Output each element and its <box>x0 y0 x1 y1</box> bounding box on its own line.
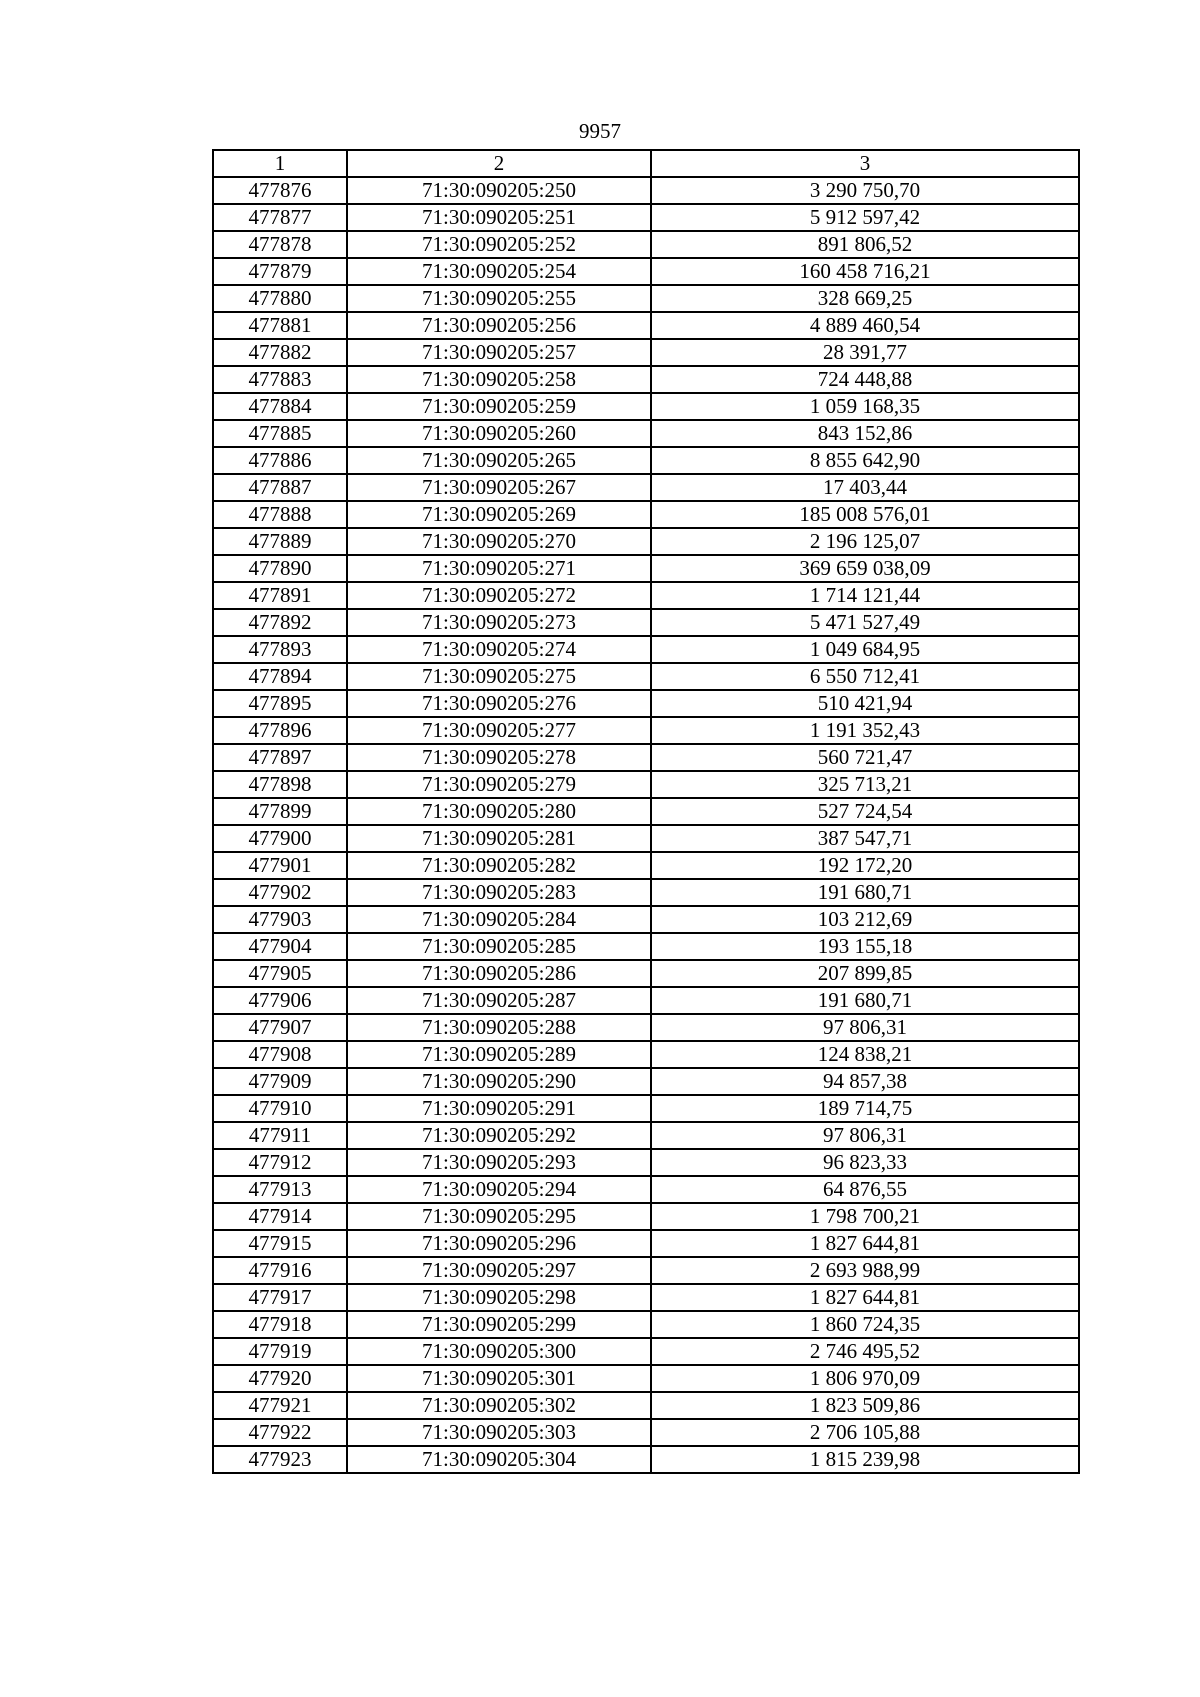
table-row <box>213 1446 1079 1473</box>
value-cell: 192 172,20 <box>651 852 1079 879</box>
value-cell: 328 669,25 <box>651 285 1079 312</box>
value-cell: 325 713,21 <box>651 771 1079 798</box>
record-number-cell: 477920 <box>213 1365 347 1392</box>
value-cell: 2 706 105,88 <box>651 1419 1079 1446</box>
record-number-cell: 477904 <box>213 933 347 960</box>
cadastral-number-cell: 71:30:090205:301 <box>347 1365 651 1392</box>
record-number-cell: 477903 <box>213 906 347 933</box>
value-cell: 1 191 352,43 <box>651 717 1079 744</box>
column-header-1: 1 <box>213 150 347 177</box>
cadastral-number-cell: 71:30:090205:304 <box>347 1446 651 1473</box>
header-row <box>213 150 1079 177</box>
cadastral-number-cell: 71:30:090205:287 <box>347 987 651 1014</box>
value-cell: 387 547,71 <box>651 825 1079 852</box>
cadastral-number-cell: 71:30:090205:255 <box>347 285 651 312</box>
table-row <box>213 447 1079 474</box>
value-cell: 193 155,18 <box>651 933 1079 960</box>
table-row <box>213 1014 1079 1041</box>
record-number-cell: 477910 <box>213 1095 347 1122</box>
value-cell: 1 806 970,09 <box>651 1365 1079 1392</box>
cadastral-number-cell: 71:30:090205:289 <box>347 1041 651 1068</box>
value-cell: 97 806,31 <box>651 1014 1079 1041</box>
cadastral-number-cell: 71:30:090205:280 <box>347 798 651 825</box>
record-number-cell: 477901 <box>213 852 347 879</box>
table-row <box>213 690 1079 717</box>
table-row <box>213 1149 1079 1176</box>
table-row <box>213 663 1079 690</box>
table-row <box>213 339 1079 366</box>
table-row <box>213 1311 1079 1338</box>
table-row <box>213 717 1079 744</box>
record-number-cell: 477887 <box>213 474 347 501</box>
value-cell: 1 049 684,95 <box>651 636 1079 663</box>
table-row <box>213 1068 1079 1095</box>
value-cell: 1 059 168,35 <box>651 393 1079 420</box>
table-row <box>213 636 1079 663</box>
value-cell: 64 876,55 <box>651 1176 1079 1203</box>
value-cell: 2 746 495,52 <box>651 1338 1079 1365</box>
cadastral-number-cell: 71:30:090205:302 <box>347 1392 651 1419</box>
cadastral-number-cell: 71:30:090205:276 <box>347 690 651 717</box>
value-cell: 724 448,88 <box>651 366 1079 393</box>
cadastral-number-cell: 71:30:090205:274 <box>347 636 651 663</box>
record-number-cell: 477877 <box>213 204 347 231</box>
record-number-cell: 477886 <box>213 447 347 474</box>
cadastral-number-cell: 71:30:090205:283 <box>347 879 651 906</box>
record-number-cell: 477923 <box>213 1446 347 1473</box>
table-row <box>213 582 1079 609</box>
cadastral-number-cell: 71:30:090205:285 <box>347 933 651 960</box>
table-row <box>213 987 1079 1014</box>
cadastral-number-cell: 71:30:090205:257 <box>347 339 651 366</box>
table-row <box>213 501 1079 528</box>
record-number-cell: 477884 <box>213 393 347 420</box>
record-number-cell: 477902 <box>213 879 347 906</box>
record-number-cell: 477881 <box>213 312 347 339</box>
cadastral-number-cell: 71:30:090205:290 <box>347 1068 651 1095</box>
table-row <box>213 879 1079 906</box>
table-row <box>213 798 1079 825</box>
value-cell: 560 721,47 <box>651 744 1079 771</box>
table-row <box>213 1284 1079 1311</box>
record-number-cell: 477895 <box>213 690 347 717</box>
cadastral-number-cell: 71:30:090205:297 <box>347 1257 651 1284</box>
table-row <box>213 1365 1079 1392</box>
value-cell: 5 912 597,42 <box>651 204 1079 231</box>
value-cell: 124 838,21 <box>651 1041 1079 1068</box>
record-number-cell: 477882 <box>213 339 347 366</box>
registry-table <box>212 149 1080 1474</box>
cadastral-number-cell: 71:30:090205:258 <box>347 366 651 393</box>
table-row <box>213 393 1079 420</box>
value-cell: 28 391,77 <box>651 339 1079 366</box>
cadastral-number-cell: 71:30:090205:288 <box>347 1014 651 1041</box>
value-cell: 191 680,71 <box>651 987 1079 1014</box>
record-number-cell: 477896 <box>213 717 347 744</box>
table-row <box>213 1338 1079 1365</box>
record-number-cell: 477907 <box>213 1014 347 1041</box>
cadastral-number-cell: 71:30:090205:278 <box>347 744 651 771</box>
table-row <box>213 420 1079 447</box>
cadastral-number-cell: 71:30:090205:300 <box>347 1338 651 1365</box>
table-row <box>213 609 1079 636</box>
value-cell: 2 196 125,07 <box>651 528 1079 555</box>
table-row <box>213 258 1079 285</box>
table-row <box>213 906 1079 933</box>
record-number-cell: 477906 <box>213 987 347 1014</box>
cadastral-number-cell: 71:30:090205:303 <box>347 1419 651 1446</box>
record-number-cell: 477922 <box>213 1419 347 1446</box>
cadastral-number-cell: 71:30:090205:284 <box>347 906 651 933</box>
value-cell: 4 889 460,54 <box>651 312 1079 339</box>
table-row <box>213 771 1079 798</box>
table-row <box>213 825 1079 852</box>
table-row <box>213 474 1079 501</box>
value-cell: 1 827 644,81 <box>651 1284 1079 1311</box>
cadastral-number-cell: 71:30:090205:251 <box>347 204 651 231</box>
record-number-cell: 477890 <box>213 555 347 582</box>
column-header-3: 3 <box>651 150 1079 177</box>
record-number-cell: 477897 <box>213 744 347 771</box>
value-cell: 1 860 724,35 <box>651 1311 1079 1338</box>
record-number-cell: 477892 <box>213 609 347 636</box>
table-row <box>213 177 1079 204</box>
value-cell: 185 008 576,01 <box>651 501 1079 528</box>
cadastral-number-cell: 71:30:090205:292 <box>347 1122 651 1149</box>
cadastral-number-cell: 71:30:090205:294 <box>347 1176 651 1203</box>
cadastral-number-cell: 71:30:090205:265 <box>347 447 651 474</box>
record-number-cell: 477918 <box>213 1311 347 1338</box>
table-row <box>213 555 1079 582</box>
value-cell: 6 550 712,41 <box>651 663 1079 690</box>
cadastral-number-cell: 71:30:090205:277 <box>347 717 651 744</box>
table-row <box>213 366 1079 393</box>
cadastral-number-cell: 71:30:090205:295 <box>347 1203 651 1230</box>
table-row <box>213 1257 1079 1284</box>
cadastral-number-cell: 71:30:090205:281 <box>347 825 651 852</box>
cadastral-number-cell: 71:30:090205:296 <box>347 1230 651 1257</box>
value-cell: 369 659 038,09 <box>651 555 1079 582</box>
record-number-cell: 477915 <box>213 1230 347 1257</box>
value-cell: 891 806,52 <box>651 231 1079 258</box>
cadastral-number-cell: 71:30:090205:293 <box>347 1149 651 1176</box>
table-row <box>213 528 1079 555</box>
record-number-cell: 477914 <box>213 1203 347 1230</box>
value-cell: 97 806,31 <box>651 1122 1079 1149</box>
cadastral-number-cell: 71:30:090205:260 <box>347 420 651 447</box>
record-number-cell: 477891 <box>213 582 347 609</box>
value-cell: 17 403,44 <box>651 474 1079 501</box>
table-row <box>213 231 1079 258</box>
record-number-cell: 477878 <box>213 231 347 258</box>
cadastral-number-cell: 71:30:090205:282 <box>347 852 651 879</box>
record-number-cell: 477888 <box>213 501 347 528</box>
cadastral-number-cell: 71:30:090205:273 <box>347 609 651 636</box>
value-cell: 1 714 121,44 <box>651 582 1079 609</box>
record-number-cell: 477911 <box>213 1122 347 1149</box>
value-cell: 96 823,33 <box>651 1149 1079 1176</box>
cadastral-number-cell: 71:30:090205:250 <box>347 177 651 204</box>
cadastral-number-cell: 71:30:090205:252 <box>347 231 651 258</box>
table-row <box>213 744 1079 771</box>
record-number-cell: 477913 <box>213 1176 347 1203</box>
cadastral-number-cell: 71:30:090205:256 <box>347 312 651 339</box>
value-cell: 1 798 700,21 <box>651 1203 1079 1230</box>
cadastral-number-cell: 71:30:090205:291 <box>347 1095 651 1122</box>
cadastral-number-cell: 71:30:090205:271 <box>347 555 651 582</box>
cadastral-number-cell: 71:30:090205:267 <box>347 474 651 501</box>
value-cell: 160 458 716,21 <box>651 258 1079 285</box>
value-cell: 510 421,94 <box>651 690 1079 717</box>
cadastral-number-cell: 71:30:090205:275 <box>347 663 651 690</box>
value-cell: 191 680,71 <box>651 879 1079 906</box>
record-number-cell: 477921 <box>213 1392 347 1419</box>
table-row <box>213 1419 1079 1446</box>
record-number-cell: 477909 <box>213 1068 347 1095</box>
table-row <box>213 933 1079 960</box>
record-number-cell: 477880 <box>213 285 347 312</box>
record-number-cell: 477917 <box>213 1284 347 1311</box>
table-row <box>213 285 1079 312</box>
value-cell: 3 290 750,70 <box>651 177 1079 204</box>
cadastral-number-cell: 71:30:090205:269 <box>347 501 651 528</box>
record-number-cell: 477894 <box>213 663 347 690</box>
value-cell: 5 471 527,49 <box>651 609 1079 636</box>
table-header <box>213 150 1079 177</box>
record-number-cell: 477883 <box>213 366 347 393</box>
table-row <box>213 1176 1079 1203</box>
value-cell: 94 857,38 <box>651 1068 1079 1095</box>
table-row <box>213 204 1079 231</box>
value-cell: 1 827 644,81 <box>651 1230 1079 1257</box>
value-cell: 1 823 509,86 <box>651 1392 1079 1419</box>
cadastral-number-cell: 71:30:090205:259 <box>347 393 651 420</box>
record-number-cell: 477876 <box>213 177 347 204</box>
cadastral-number-cell: 71:30:090205:279 <box>347 771 651 798</box>
record-number-cell: 477900 <box>213 825 347 852</box>
record-number-cell: 477898 <box>213 771 347 798</box>
value-cell: 189 714,75 <box>651 1095 1079 1122</box>
table-body <box>213 177 1079 1473</box>
record-number-cell: 477893 <box>213 636 347 663</box>
cadastral-number-cell: 71:30:090205:270 <box>347 528 651 555</box>
table-row <box>213 1203 1079 1230</box>
cadastral-number-cell: 71:30:090205:286 <box>347 960 651 987</box>
table-row <box>213 1122 1079 1149</box>
value-cell: 8 855 642,90 <box>651 447 1079 474</box>
column-header-2: 2 <box>347 150 651 177</box>
value-cell: 1 815 239,98 <box>651 1446 1079 1473</box>
table-row <box>213 1095 1079 1122</box>
value-cell: 2 693 988,99 <box>651 1257 1079 1284</box>
cadastral-number-cell: 71:30:090205:254 <box>347 258 651 285</box>
table-row <box>213 960 1079 987</box>
table-row <box>213 1041 1079 1068</box>
record-number-cell: 477885 <box>213 420 347 447</box>
record-number-cell: 477912 <box>213 1149 347 1176</box>
table-row <box>213 1392 1079 1419</box>
value-cell: 207 899,85 <box>651 960 1079 987</box>
value-cell: 103 212,69 <box>651 906 1079 933</box>
record-number-cell: 477905 <box>213 960 347 987</box>
record-number-cell: 477899 <box>213 798 347 825</box>
cadastral-number-cell: 71:30:090205:299 <box>347 1311 651 1338</box>
record-number-cell: 477908 <box>213 1041 347 1068</box>
table-row <box>213 852 1079 879</box>
table-row <box>213 1230 1079 1257</box>
record-number-cell: 477889 <box>213 528 347 555</box>
value-cell: 843 152,86 <box>651 420 1079 447</box>
value-cell: 527 724,54 <box>651 798 1079 825</box>
cadastral-number-cell: 71:30:090205:272 <box>347 582 651 609</box>
record-number-cell: 477919 <box>213 1338 347 1365</box>
cadastral-number-cell: 71:30:090205:298 <box>347 1284 651 1311</box>
record-number-cell: 477916 <box>213 1257 347 1284</box>
page-number: 9957 <box>579 119 621 143</box>
record-number-cell: 477879 <box>213 258 347 285</box>
table-row <box>213 312 1079 339</box>
